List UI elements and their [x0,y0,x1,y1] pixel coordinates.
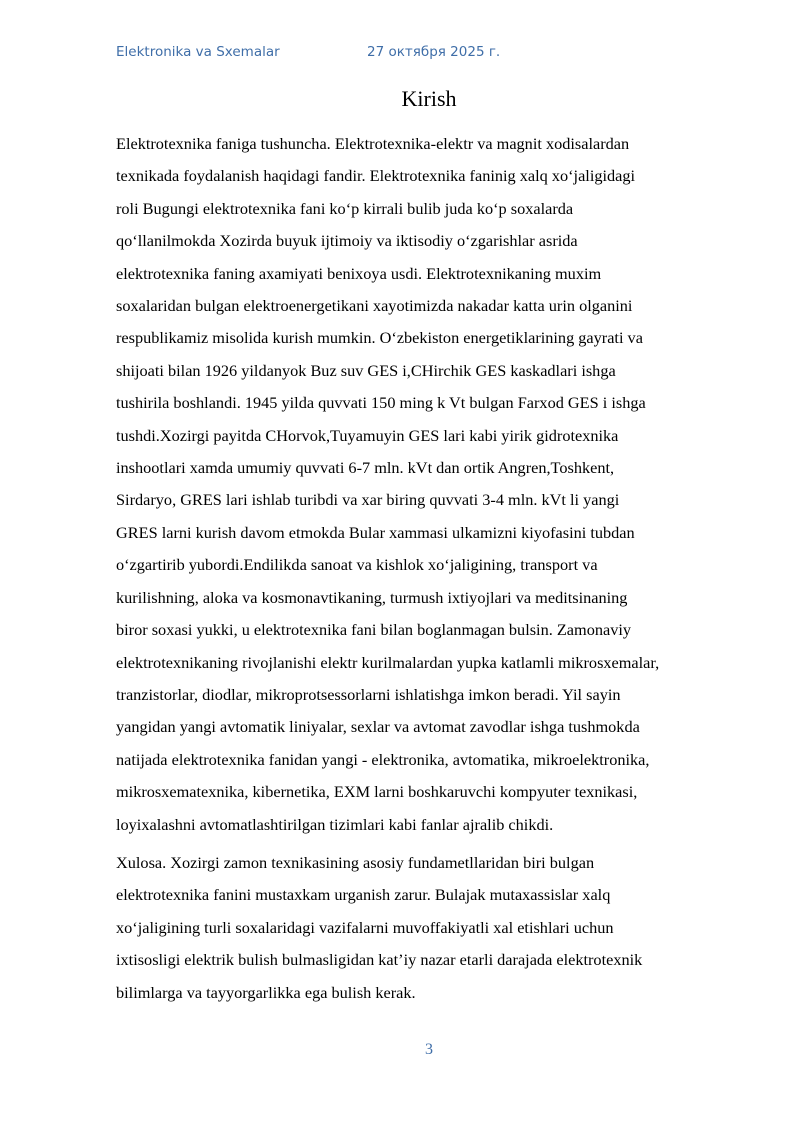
paragraph-line: elektrotexnikaning rivojlanishi elektr kurilmalardan yupka katlamli mikrosxemalar, [116,652,660,672]
paragraph-line: natijada elektrotexnika fanidan yangi - elektronika, avtomatika, mikroelektronika, [116,749,650,769]
page-number: 3 [425,1041,433,1058]
paragraph-line: xo‘jaligining turli soxalaridagi vazifalarni muvoffakiyatli xal etishlari uchun [116,917,614,937]
paragraph-line: bilimlarga va tayyorgarlikka ega bulish kerak. [116,982,416,1002]
paragraph-line: tushirila boshlandi. 1945 yilda quvvati 150 ming k Vt bulgan Farxod GES i ishga [116,393,646,413]
paragraph-line: soxalaridan bulgan elektroenergetikani xayotimizda nakadar katta urin olganini [116,296,633,316]
paragraph-line: loyixalashni avtomatlashtirilgan tizimlari kabi fanlar ajralib chikdi. [116,814,554,834]
header-date: 27 октября 2025 г. [367,44,501,60]
paragraph-line: Elektrotexnika faniga tushuncha. Elektrotexnika-elektr va magnit xodisalardan [116,134,630,153]
conclusion-paragraph [116,847,748,1009]
paragraph-line: respublikamiz misolida kurish mumkin. O‘zbekiston energetiklarining gayrati va [116,328,643,348]
paragraph-line: yangidan yangi avtomatik liniyalar, sexlar va avtomat zavodlar ishga tushmokda [116,717,640,737]
paragraph-line: elektrotexnika faning axamiyati benixoya usdi. Elektrotexnikaning muxim [116,263,602,283]
section-title: Kirish [401,86,457,111]
paragraph-line: o‘zgartirib yubordi.Endilikda sanoat va kishlok xo‘jaligining, transport va [116,555,598,575]
paragraph-line: qo‘llanilmokda Xozirda buyuk ijtimoiy va iktisodiy o‘zgarishlar asrida [116,231,578,251]
paragraph-line: tranzistorlar, diodlar, mikroprotsessorlarni ishlatishga imkon beradi. Yil sayin [116,684,621,704]
header-document-title: Elektronika va Sxemalar [116,44,280,60]
paragraph-line: Xulosa. Xozirgi zamon texnikasining asosiy fundametllaridan biri bulgan [116,852,595,872]
paragraph-line: elektrotexnika fanini mustaxkam urganish zarur. Bulajak mutaxassislar xalq [116,885,611,905]
paragraph-line: Sirdaryo, GRES lari ishlab turibdi va xar biring quvvati 3-4 mln. kVt li yangi [116,490,620,510]
intro-paragraph [116,128,748,841]
paragraph-line: GRES larni kurish davom etmokda Bular xammasi ulkamizni kiyofasini tubdan [116,522,635,542]
paragraph-line: biror soxasi yukki, u elektrotexnika fani bilan boglanmagan bulsin. Zamonaviy [116,620,632,640]
body-text [116,128,748,1009]
paragraph-line: texnikada foydalanish haqidagi fandir. Elektrotexnika faninig xalq xo‘jaligidagi [116,166,636,186]
paragraph-line: ixtisosligi elektrik bulish bulmasligidan kat’iy nazar etarli darajada elektrotexnik [116,950,643,970]
paragraph-line: roli Bugungi elektrotexnika fani ko‘p kirrali bulib juda ko‘p soxalarda [116,198,574,218]
page-header [116,44,736,66]
paragraph-line: inshootlari xamda umumiy quvvati 6-7 mln. kVt dan ortik Angren,Toshkent, [116,458,615,478]
paragraph-line: shijoati bilan 1926 yildanyok Buz suv GES i,CHirchik GES kaskadlari ishga [116,360,616,380]
paragraph-line: kurilishning, aloka va kosmonavtikaning, turmush ixtiyojlari va meditsinaning [116,587,628,607]
paragraph-line: tushdi.Xozirgi payitda CHorvok,Tuyamuyin GES lari kabi yirik gidrotexnika [116,425,619,445]
paragraph-line: mikrosxematexnika, kibernetika, EXM larni boshkaruvchi kompyuter texnikasi, [116,782,638,802]
